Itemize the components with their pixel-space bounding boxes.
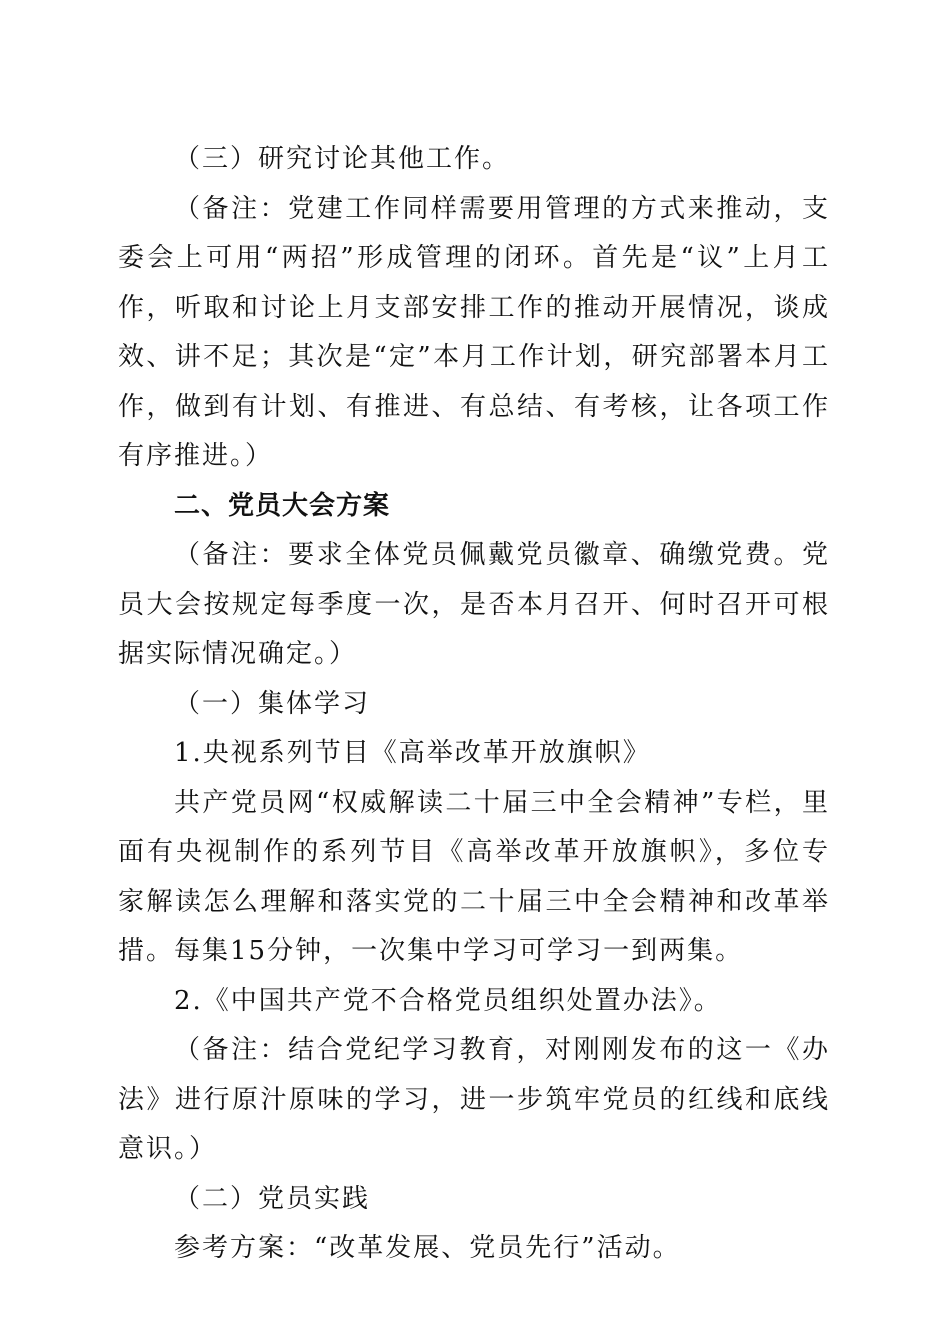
note-paragraph-discipline: （备注：结合党纪学习教育，对刚刚发布的这一《办法》进行原汁原味的学习，进一步筑牢党员的红线和底线意识。） — [118, 1035, 830, 1164]
section-heading-party-meeting: 二、党员大会方案 — [174, 490, 391, 521]
note-paragraph-badge: （备注：要求全体党员佩戴党员徽章、确缴党费。党员大会按规定每季度一次，是否本月召开、何时召开可根据实际情况确定。） — [118, 540, 830, 669]
subsection-heading-study: （一）集体学习 — [174, 688, 371, 719]
document-body — [118, 135, 830, 1274]
item-heading-disposal-measures: 2.《中国共产党不合格党员组织处置办法》。 — [174, 985, 722, 1016]
body-paragraph-reference-plan: 参考方案：“改革发展、党员先行”活动。 — [174, 1233, 681, 1263]
body-paragraph-cctv-program: 共产党员网“权威解读二十届三中全会精神”专栏，里面有央视制作的系列节目《高举改革开放旗帜》，多位专家解读怎么理解和落实党的二十届三中全会精神和改革举措。每集15分钟，一次集中学习可学习一到两集。 — [118, 787, 830, 966]
subsection-heading-practice: （二）党员实践 — [174, 1183, 371, 1214]
item-heading-cctv-program: 1.央视系列节目《高举改革开放旗帜》 — [174, 738, 651, 768]
note-paragraph-management: （备注：党建工作同样需要用管理的方式来推动，支委会上可用“两招”形成管理的闭环。首先是“议”上月工作，听取和讨论上月支部安排工作的推动开展情况，谈成效、讲不足；其次是“定”本月工作计划，研究部署本月工作，做到有计划、有推进、有总结、有考核，让各项工作有序推进。） — [118, 193, 830, 471]
subsection-heading-research: （三）研究讨论其他工作。 — [174, 144, 511, 174]
